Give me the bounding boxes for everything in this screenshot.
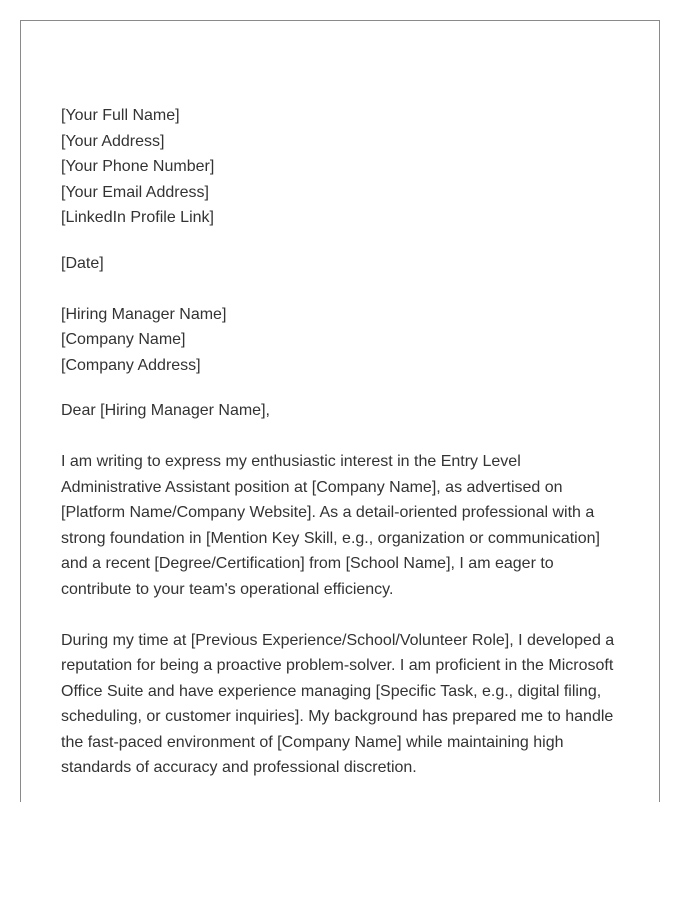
paragraph-line: strong foundation in [Mention Key Skill, e.g., organization or communication] bbox=[61, 529, 600, 547]
salutation: Dear [Hiring Manager Name], bbox=[61, 402, 270, 420]
paragraph-line: [Platform Name/Company Website]. As a detail-oriented professional with a bbox=[61, 504, 595, 522]
paragraph-line: I am writing to express my enthusiastic interest in the Entry Level bbox=[61, 452, 521, 470]
recipient-block bbox=[61, 302, 621, 379]
paragraph-line: reputation for being a proactive problem-solver. I am proficient in the Microsoft bbox=[61, 657, 614, 675]
paragraph-line: contribute to your team's operational efficiency. bbox=[61, 580, 394, 598]
letter-page bbox=[20, 20, 660, 802]
sender-phone: [Your Phone Number] bbox=[61, 158, 215, 176]
paragraph-line: Administrative Assistant position at [Company Name], as advertised on bbox=[61, 478, 563, 496]
recipient-company: [Company Name] bbox=[61, 331, 186, 349]
recipient-address: [Company Address] bbox=[61, 356, 201, 374]
date-block bbox=[61, 251, 621, 277]
paragraph-line: the fast-paced environment of [Company Name] while maintaining high bbox=[61, 733, 564, 751]
paragraph-line: Office Suite and have experience managing [Specific Task, e.g., digital filing, bbox=[61, 682, 602, 700]
sender-email: [Your Email Address] bbox=[61, 183, 209, 201]
sender-address: [Your Address] bbox=[61, 132, 165, 150]
salutation-block bbox=[61, 398, 621, 424]
letter-body bbox=[61, 103, 621, 781]
paragraph-line: During my time at [Previous Experience/School/Volunteer Role], I developed a bbox=[61, 631, 615, 649]
recipient-manager: [Hiring Manager Name] bbox=[61, 305, 227, 323]
sender-name: [Your Full Name] bbox=[61, 107, 180, 124]
paragraph-line: standards of accuracy and professional discretion. bbox=[61, 759, 417, 777]
body-paragraph-2 bbox=[61, 628, 621, 782]
letter-date: [Date] bbox=[61, 254, 104, 272]
paragraph-line: scheduling, or customer inquiries]. My background has prepared me to handle bbox=[61, 708, 614, 726]
body-paragraph-1 bbox=[61, 449, 621, 603]
paragraph-line: and a recent [Degree/Certification] from [School Name], I am eager to bbox=[61, 555, 554, 573]
sender-block bbox=[61, 103, 621, 231]
sender-linkedin: [LinkedIn Profile Link] bbox=[61, 209, 214, 227]
